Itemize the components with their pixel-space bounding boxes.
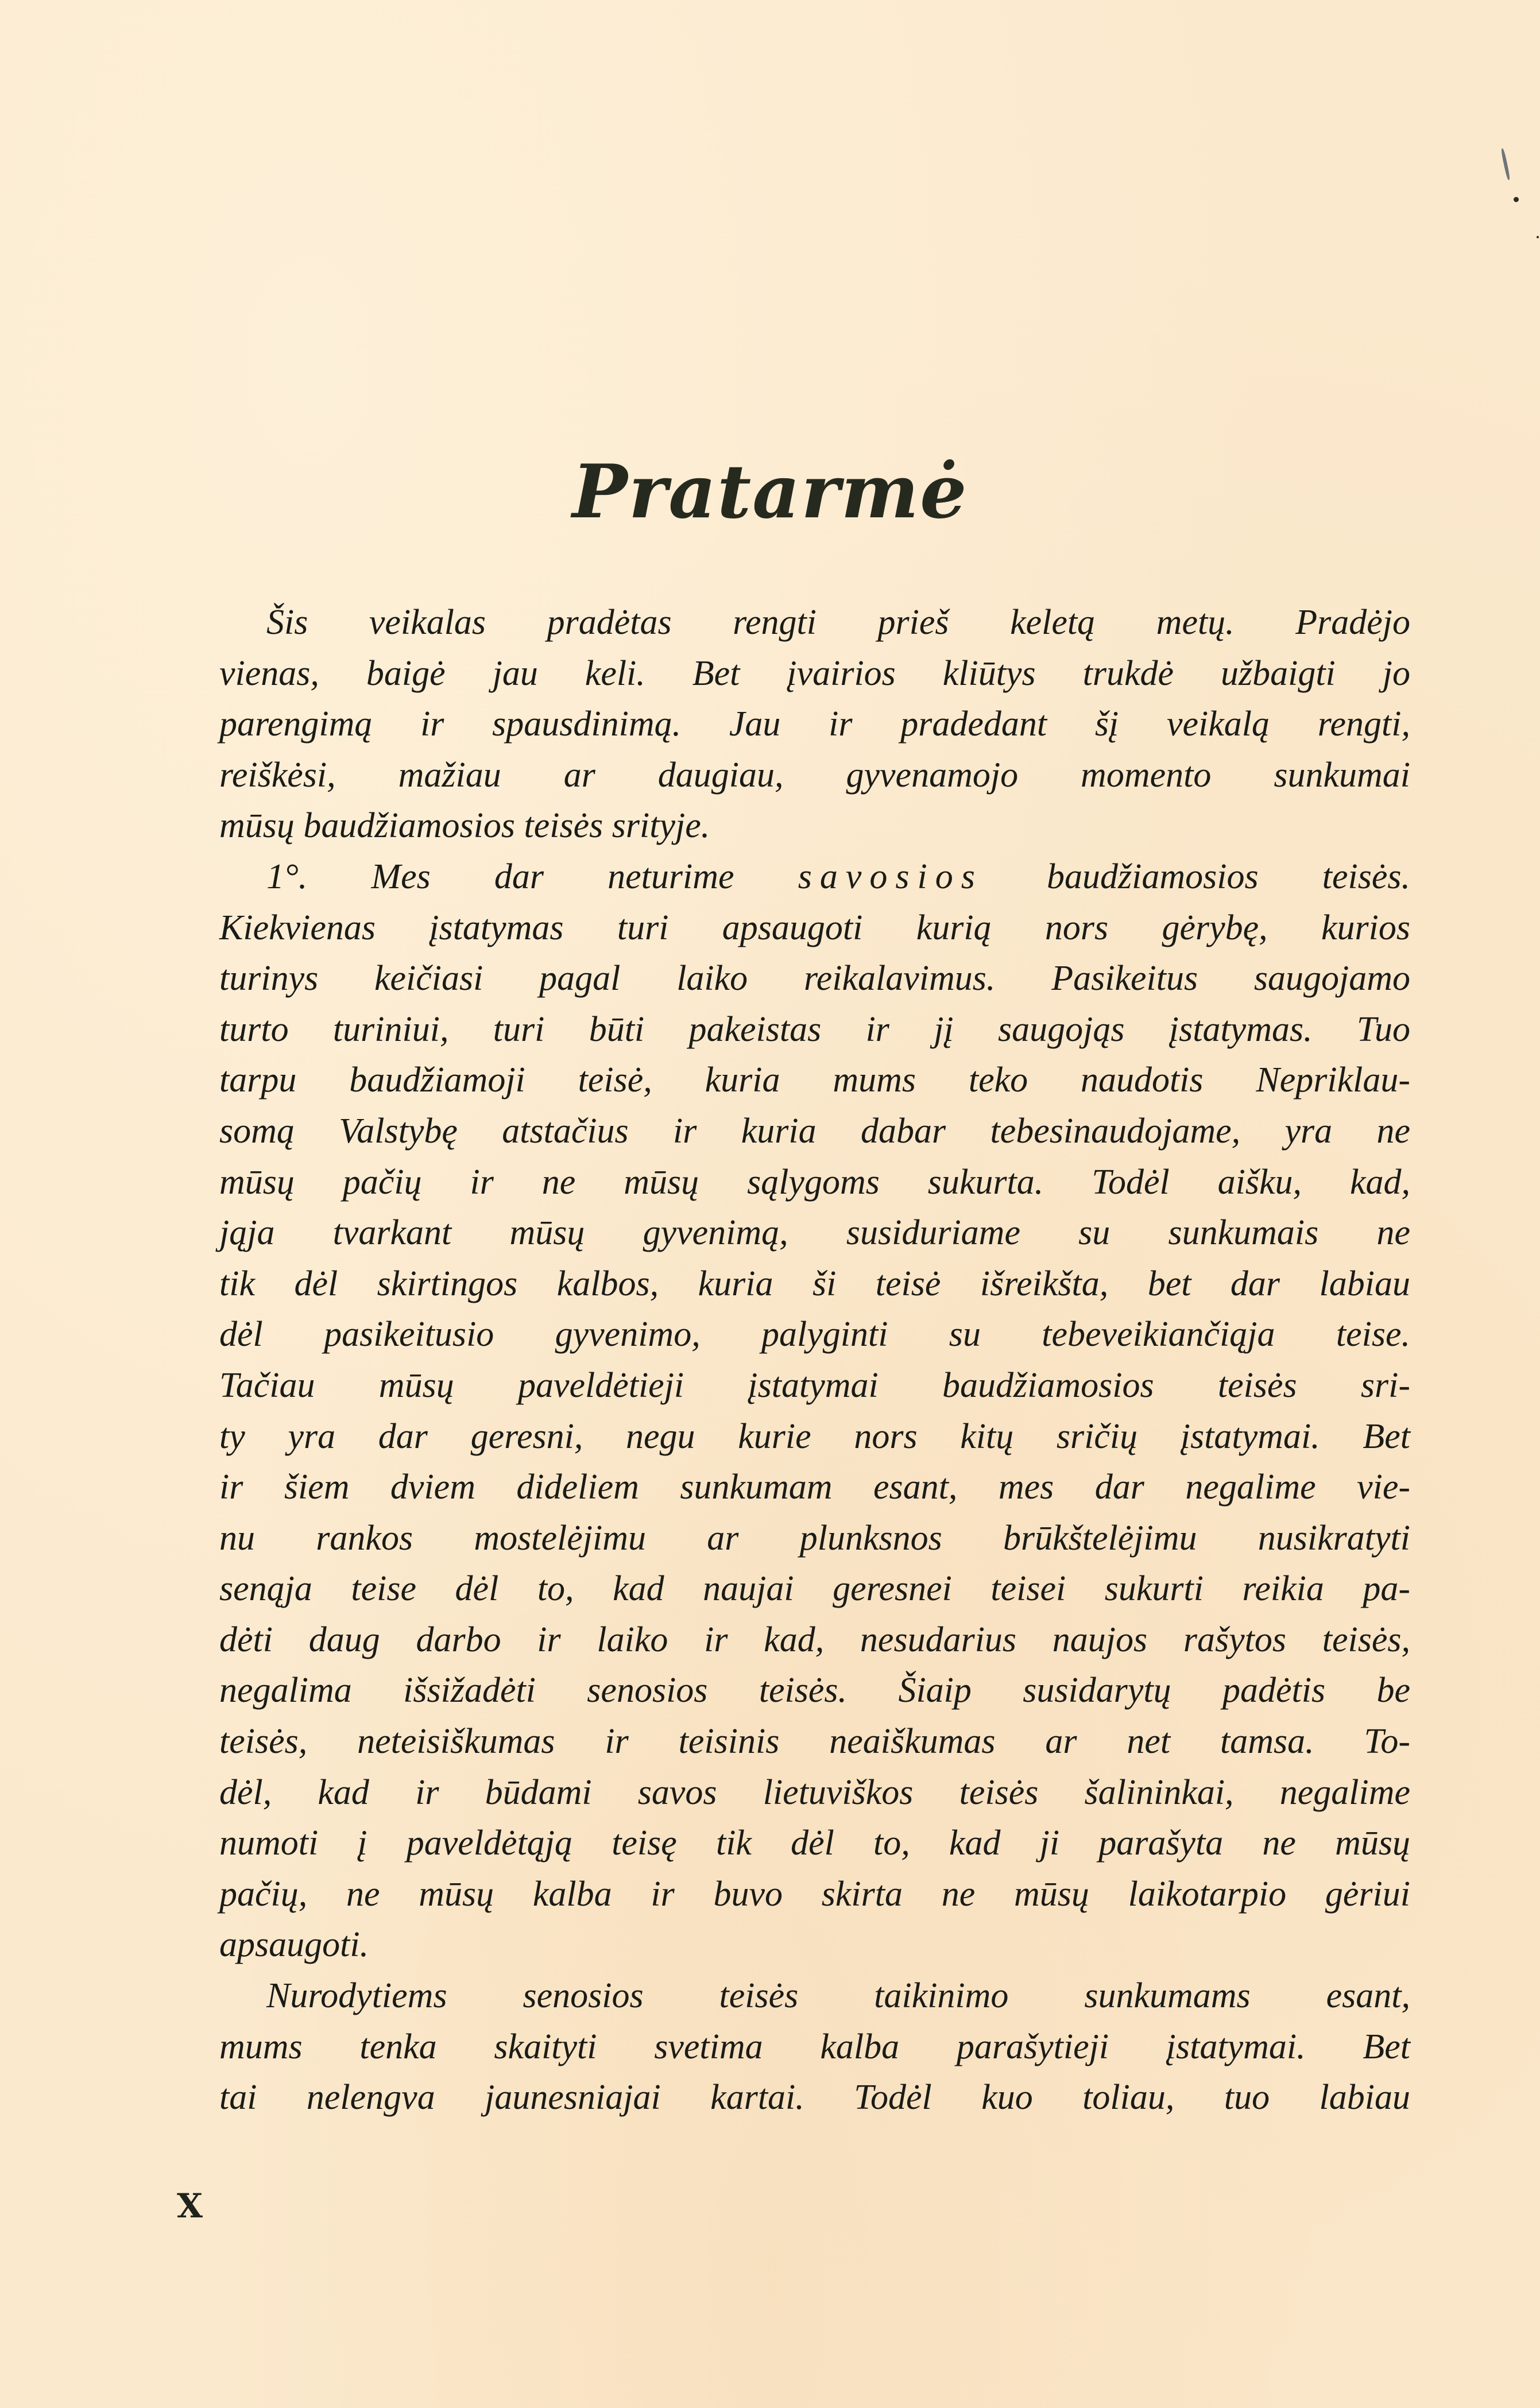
text-line: somą Valstybę atstačius ir kuria dabar tebesinaudojame, yra ne — [219, 1111, 1410, 1151]
print-speck — [1514, 197, 1519, 202]
text-line: negalima išsižadėti senosios teisės. Šiaip susidarytų padėtis be — [219, 1671, 1410, 1710]
text-line: tarpu baudžiamoji teisė, kuria mums teko naudotis Nepriklau- — [219, 1060, 1410, 1100]
page-number: X — [177, 2186, 203, 2225]
text-line: mums tenka skaityti svetima kalba parašytieji įstatymai. Bet — [219, 2027, 1410, 2066]
text-line: vienas, baigė jau keli. Bet įvairios kliūtys trukdė užbaigti jo — [219, 653, 1410, 693]
text-line: ir šiem dviem dideliem sunkumam esant, mes dar negalime vie- — [219, 1468, 1410, 1507]
text-line: mūsų pačių ir ne mūsų sąlygoms sukurta. Todėl aišku, kad, — [219, 1162, 1410, 1202]
text-line: dėl pasikeitusio gyvenimo, palyginti su tebeveikiančiąja teise. — [219, 1315, 1410, 1354]
paragraph — [219, 597, 1410, 851]
body-text — [219, 597, 1410, 2123]
text-line: dėti daug darbo ir laiko ir kad, nesudarius naujos rašytos teisės, — [219, 1620, 1410, 1659]
text-line: reiškėsi, mažiau ar daugiau, gyvenamojo momento sunkumai — [219, 755, 1410, 795]
text-line: Nurodytiems senosios teisės taikinimo sunkumams esant, — [266, 1976, 1410, 2016]
text-line: dėl, kad ir būdami savos lietuviškos teisės šalininkai, negalime — [219, 1772, 1410, 1812]
page-title: Pratarmė — [572, 449, 968, 535]
print-speck — [1537, 236, 1539, 238]
text-line: numoti į paveldėtąją teisę tik dėl to, kad ji parašyta ne mūsų — [219, 1824, 1410, 1863]
text-line: teisės, neteisiškumas ir teisinis neaiškumas ar net tamsa. To- — [219, 1722, 1410, 1762]
text-line: parengimą ir spausdinimą. Jau ir pradedant šį veikalą rengti, — [219, 704, 1410, 744]
text-line: pačių, ne mūsų kalba ir buvo skirta ne mūsų laikotarpio gėriui — [219, 1874, 1410, 1914]
text-line: Tačiau mūsų paveldėtieji įstatymai baudžiamosios teisės sri- — [219, 1365, 1410, 1405]
text-line: nu rankos mostelėjimu ar plunksnos brūkštelėjimu nusikratyti — [219, 1518, 1410, 1558]
text-line: turto turiniui, turi būti pakeistas ir jį saugojąs įstatymas. Tuo — [219, 1009, 1410, 1049]
paragraph — [219, 851, 1410, 1970]
paragraph — [219, 1970, 1410, 2123]
print-speck — [1500, 148, 1511, 180]
text-line: jąja tvarkant mūsų gyvenimą, susiduriame su sunkumais ne — [219, 1213, 1410, 1253]
text-line: apsaugoti. — [219, 1925, 369, 1965]
text-line — [219, 851, 1410, 903]
text-line: senąja teise dėl to, kad naujai geresnei teisei sukurti reikia pa- — [219, 1569, 1410, 1609]
text-line: turinys keičiasi pagal laiko reikalavimus. Pasikeitus saugojamo — [219, 959, 1410, 998]
text-line: tik dėl skirtingos kalbos, kuria ši teisė išreikšta, bet dar labiau — [219, 1264, 1410, 1303]
section-number-text: 1°. Mes dar neturime — [266, 857, 798, 896]
text-line: ty yra dar geresni, negu kurie nors kitų sričių įstatymai. Bet — [219, 1416, 1410, 1456]
text-line: tai nelengva jaunesniajai kartai. Todėl kuo toliau, tuo labiau — [219, 2078, 1410, 2117]
text-line: Kiekvienas įstatymas turi apsaugoti kurią nors gėrybę, kurios — [219, 908, 1410, 947]
text-fragment: baudžiamosios teisės. — [982, 857, 1410, 896]
emphasized-text: savosios — [798, 857, 983, 896]
text-line: mūsų baudžiamosios teisės srityje. — [219, 806, 710, 846]
text-line: Šis veikalas pradėtas rengti prieš keletą metų. Pradėjo — [266, 603, 1410, 642]
